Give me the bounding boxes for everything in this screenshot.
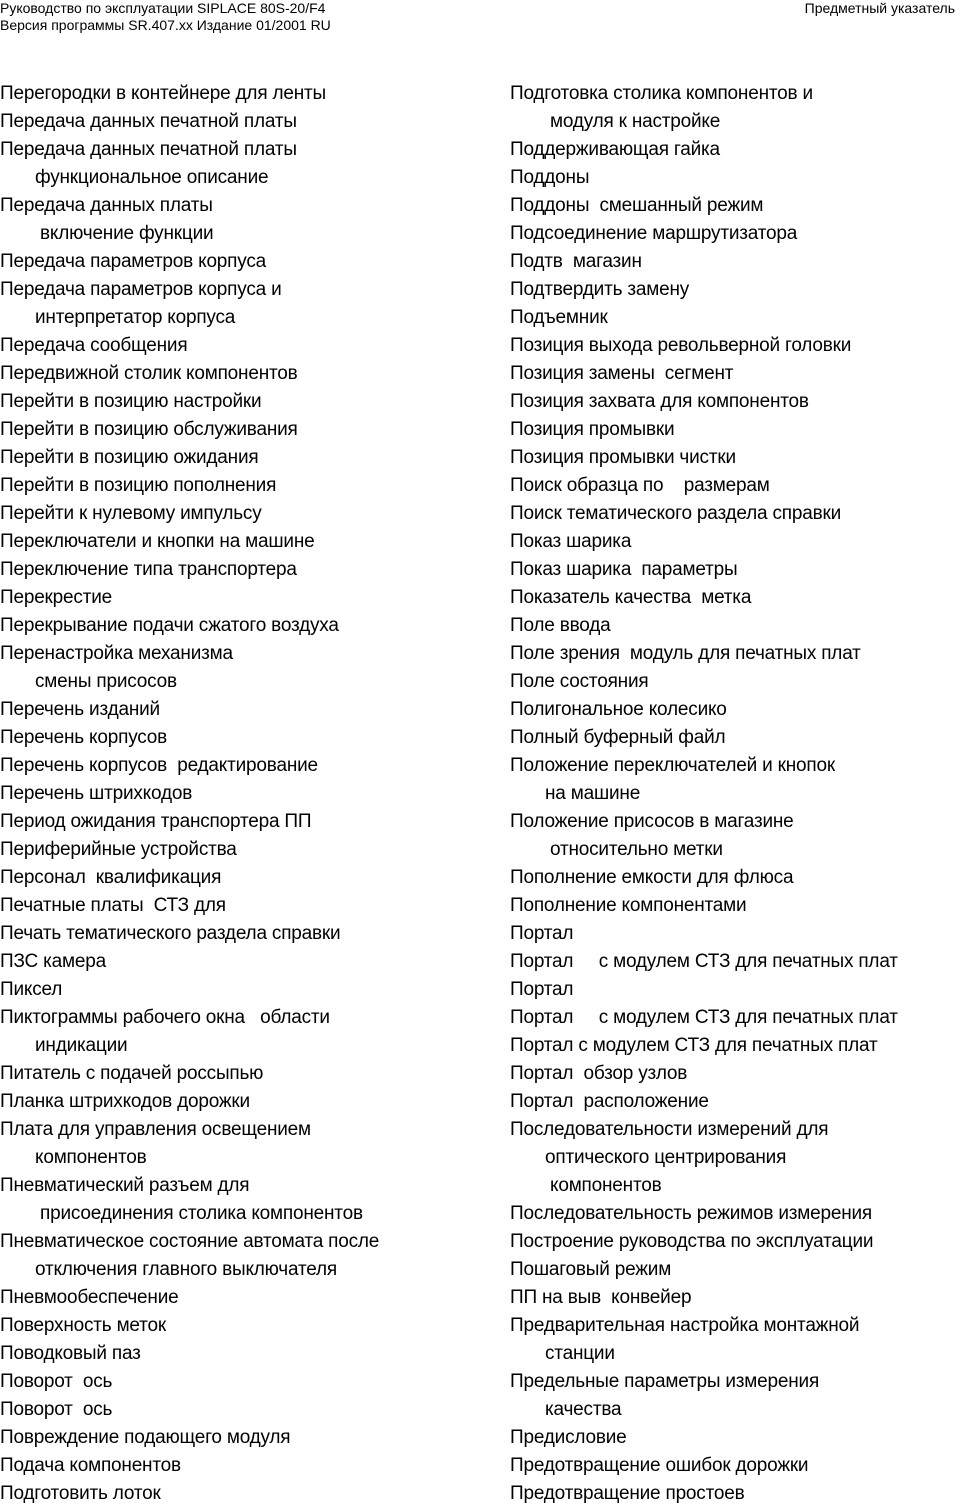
index-column-left — [0, 82, 500, 1510]
program-version: Версия программы SR.407.xx Издание 01/2001 RU — [0, 17, 331, 33]
index-entry: Положение присосов в магазине — [510, 811, 794, 832]
index-entry: Показ шарика параметры — [510, 559, 738, 580]
index-entry: Перечень изданий — [0, 699, 160, 720]
index-entry: Последовательность режимов измерения — [510, 1203, 873, 1224]
index-entry: Портал с модулем СТЗ для печатных плат — [510, 1035, 878, 1056]
index-entry: Перейти в позицию ожидания — [0, 447, 259, 468]
index-entry: Подъемник — [510, 307, 608, 328]
index-entry: Пиксел — [0, 979, 63, 1000]
index-entry: Перейти в позицию пополнения — [0, 475, 277, 496]
index-entry: Подтв магазин — [510, 251, 642, 272]
index-entry: Подготовить лоток — [0, 1483, 161, 1504]
index-entry-continuation: включение функции — [40, 223, 214, 244]
index-entry-continuation: на машине — [545, 783, 641, 804]
index-column-right — [510, 82, 963, 1510]
index-entry: Пополнение емкости для флюса — [510, 867, 794, 888]
index-entry: Показатель качества метка — [510, 587, 752, 608]
index-entry: Полигональное колесико — [510, 699, 727, 720]
index-entry: Поиск тематического раздела справки — [510, 503, 842, 524]
index-entry: Переключение типа транспортера — [0, 559, 297, 580]
index-entry: Портал с модулем СТЗ для печатных плат — [510, 1007, 898, 1028]
index-entry: Перенастройка механизма — [0, 643, 233, 664]
index-entry: Перечень корпусов редактирование — [0, 755, 318, 776]
index-entry: Предотвращение ошибок дорожки — [510, 1455, 809, 1476]
index-entry: Предварительная настройка монтажной — [510, 1315, 860, 1336]
index-entry: Позиция захвата для компонентов — [510, 391, 809, 412]
index-entry: Полный буферный файл — [510, 727, 726, 748]
index-entry: Поддоны смешанный режим — [510, 195, 764, 216]
index-entry: Подсоединение маршрутизатора — [510, 223, 798, 244]
index-entry-continuation: присоединения столика компонентов — [40, 1203, 363, 1224]
index-entry: Поле зрения модуль для печатных плат — [510, 643, 861, 664]
index-entry: Перейти к нулевому импульсу — [0, 503, 262, 524]
index-entry: Перекрывание подачи сжатого воздуха — [0, 615, 339, 636]
index-entry: Пневматическое состояние автомата после — [0, 1231, 380, 1252]
index-entry: Перейти в позицию обслуживания — [0, 419, 298, 440]
index-entry: Передача данных печатной платы — [0, 111, 297, 132]
index-entry-continuation: оптического центрирования — [545, 1147, 787, 1168]
index-entry: Поле состояния — [510, 671, 649, 692]
index-entry: Подготовка столика компонентов и — [510, 83, 813, 104]
index-entry: Поддоны — [510, 167, 590, 188]
index-entry: Пополнение компонентами — [510, 895, 747, 916]
index-entry: Пневмообеспечение — [0, 1287, 179, 1308]
index-entry: Передача данных платы — [0, 195, 213, 216]
index-entry: Позиция выхода револьверной головки — [510, 335, 852, 356]
index-entry: Портал — [510, 923, 574, 944]
index-entry: Поиск образца по размерам — [510, 475, 770, 496]
index-entry: Перечень корпусов — [0, 727, 168, 748]
index-entry-continuation: компонентов — [550, 1175, 662, 1196]
index-entry: ПЗС камера — [0, 951, 106, 972]
section-title: Предметный указатель — [804, 0, 955, 16]
index-entry-continuation: индикации — [35, 1035, 128, 1056]
document-header — [0, 0, 331, 34]
index-entry: Пневматический разъем для — [0, 1175, 250, 1196]
index-entry: Портал обзор узлов — [510, 1063, 688, 1084]
index-entry: Перечень штрихкодов — [0, 783, 193, 804]
index-entry: Передача данных печатной платы — [0, 139, 297, 160]
index-entry: Период ожидания транспортера ПП — [0, 811, 312, 832]
index-entry-continuation: компонентов — [35, 1147, 147, 1168]
index-entry: Подтвердить замену — [510, 279, 690, 300]
index-entry: ПП на выв конвейер — [510, 1287, 692, 1308]
index-entry-continuation: функциональное описание — [35, 167, 269, 188]
index-entry: Последовательности измерений для — [510, 1119, 829, 1140]
index-entry: Предельные параметры измерения — [510, 1371, 820, 1392]
index-entry: Предотвращение простоев — [510, 1483, 745, 1504]
index-entry: Плата для управления освещением — [0, 1119, 311, 1140]
index-entry: Перейти в позицию настройки — [0, 391, 262, 412]
index-entry: Печатные платы СТЗ для — [0, 895, 226, 916]
index-entry: Позиция замены сегмент — [510, 363, 734, 384]
index-entry: Поводковый паз — [0, 1343, 141, 1364]
index-entry: Портал расположение — [510, 1091, 709, 1112]
index-entry: Передача параметров корпуса — [0, 251, 267, 272]
index-entry: Поворот ось — [0, 1399, 113, 1420]
index-entry: Пошаговый режим — [510, 1259, 672, 1280]
index-entry: Переключатели и кнопки на машине — [0, 531, 315, 552]
index-entry: Позиция промывки чистки — [510, 447, 736, 468]
index-entry: Повреждение подающего модуля — [0, 1427, 291, 1448]
index-entry: Положение переключателей и кнопок — [510, 755, 835, 776]
index-entry: Портал — [510, 979, 574, 1000]
index-entry: Предисловие — [510, 1427, 627, 1448]
index-entry: Построение руководства по эксплуатации — [510, 1231, 874, 1252]
index-entry: Перегородки в контейнере для ленты — [0, 83, 326, 104]
index-entry-continuation: качества — [545, 1399, 622, 1420]
manual-title: Руководство по эксплуатации SIPLACE 80S-20/F4 — [0, 0, 326, 16]
index-entry: Позиция промывки — [510, 419, 675, 440]
index-entry: Питатель с подачей россыпью — [0, 1063, 264, 1084]
index-entry: Передача параметров корпуса и — [0, 279, 282, 300]
index-entry: Планка штрихкодов дорожки — [0, 1091, 250, 1112]
index-entry: Печать тематического раздела справки — [0, 923, 341, 944]
index-entry: Поворот ось — [0, 1371, 113, 1392]
index-entry-continuation: отключения главного выключателя — [35, 1259, 337, 1280]
index-entry: Подача компонентов — [0, 1455, 181, 1476]
index-entry: Поверхность меток — [0, 1315, 166, 1336]
index-entry: Показ шарика — [510, 531, 632, 552]
index-entry-continuation: относительно метки — [550, 839, 723, 860]
index-entry: Перекрестие — [0, 587, 112, 608]
index-entry: Периферийные устройства — [0, 839, 237, 860]
index-entry-continuation: интерпретатор корпуса — [35, 307, 236, 328]
index-entry: Передвижной столик компонентов — [0, 363, 298, 384]
index-entry-continuation: станции — [545, 1343, 615, 1364]
index-entry: Пиктограммы рабочего окна области — [0, 1007, 330, 1028]
index-entry: Персонал квалификация — [0, 867, 222, 888]
index-entry-continuation: смены присосов — [35, 671, 177, 692]
index-entry: Портал с модулем СТЗ для печатных плат — [510, 951, 898, 972]
index-entry: Поддерживающая гайка — [510, 139, 720, 160]
index-entry-continuation: модуля к настройке — [550, 111, 721, 132]
index-entry: Передача сообщения — [0, 335, 188, 356]
index-entry: Поле ввода — [510, 615, 611, 636]
